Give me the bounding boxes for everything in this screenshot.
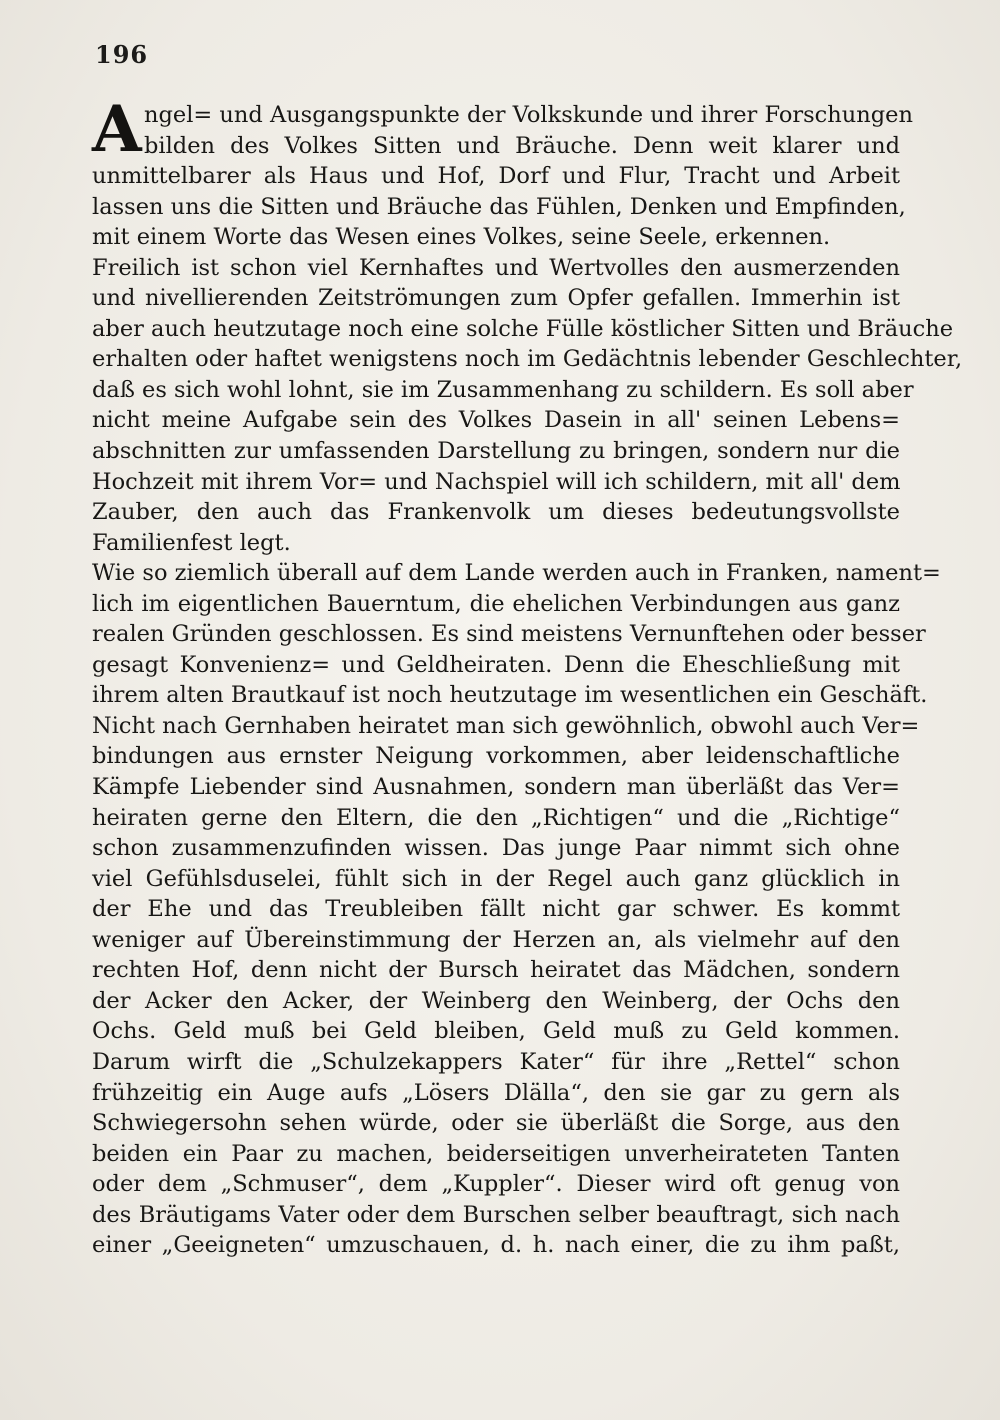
text-line: Wie so ziemlich überall auf dem Lande werden auch in Franken, nament= <box>92 560 941 587</box>
paragraph-1 <box>92 92 913 253</box>
text-line: lassen uns die Sitten und Bräuche das Fühlen, Denken und Empfinden, <box>92 193 906 220</box>
text-line: unmittelbarer als Haus und Hof, Dorf und Flur, Tracht und Arbeit <box>92 163 900 190</box>
text-line: Kämpfe Liebender sind Ausnahmen, sondern man überläßt das Ver= <box>92 774 900 801</box>
page-number: 196 <box>95 40 149 69</box>
text-line: viel Gefühlsduselei, fühlt sich in der Regel auch ganz glücklich in <box>92 865 900 892</box>
text-line: frühzeitig ein Auge aufs „Lösers Dlälla“, den sie gar zu gern als <box>92 1079 900 1106</box>
text-line: realen Gründen geschlossen. Es sind meistens Vernunftehen oder besser <box>92 621 926 648</box>
text-line: der Ehe und das Treubleiben fällt nicht gar schwer. Es kommt <box>92 896 900 923</box>
text-line: rechten Hof, denn nicht der Bursch heiratet das Mädchen, sondern <box>92 957 900 984</box>
text-line: Freilich ist schon viel Kernhaftes und Wertvolles den ausmerzenden <box>92 254 900 281</box>
text-line: ngel= und Ausgangspunkte der Volkskunde und ihrer Forschungen <box>144 102 913 128</box>
text-line: Nicht nach Gernhaben heiratet man sich gewöhnlich, obwohl auch Ver= <box>92 712 920 739</box>
text-line: Schwiegersohn sehen würde, oder sie überläßt die Sorge, aus den <box>92 1110 900 1137</box>
text-line: beiden ein Paar zu machen, beiderseitigen unverheirateten Tanten <box>92 1140 900 1167</box>
text-line: bilden des Volkes Sitten und Bräuche. Denn weit klarer und <box>144 132 900 159</box>
text-line: weniger auf Übereinstimmung der Herzen an, als vielmehr auf den <box>92 926 900 953</box>
text-line: aber auch heutzutage noch eine solche Fülle köstlicher Sitten und Bräuche <box>92 315 954 342</box>
text-line: Ochs. Geld muß bei Geld bleiben, Geld muß zu Geld kommen. <box>92 1018 900 1045</box>
text-line: einer „Geeigneten“ umzuschauen, d. h. nach einer, die zu ihm paßt, <box>92 1232 900 1259</box>
text-line: ihrem alten Brautkauf ist noch heutzutage im wesentlichen ein Geschäft. <box>92 682 928 709</box>
body-text <box>92 92 963 1261</box>
text-line: heiraten gerne den Eltern, die den „Richtigen“ und die „Richtige“ <box>92 804 900 831</box>
text-line: der Acker den Acker, der Weinberg den Weinberg, der Ochs den <box>92 987 900 1014</box>
drop-cap: A <box>92 92 142 167</box>
text-line: bindungen aus ernster Neigung vorkommen, aber leidenschaftliche <box>92 743 900 770</box>
text-line: daß es sich wohl lohnt, sie im Zusammenhang zu schildern. Es soll aber <box>92 376 914 403</box>
text-line: oder dem „Schmuser“, dem „Kuppler“. Dieser wird oft genug von <box>92 1171 900 1198</box>
paragraph-2 <box>92 253 963 558</box>
text-line: des Bräutigams Vater oder dem Burschen selber beauftragt, sich nach <box>92 1201 900 1228</box>
text-line: gesagt Konvenienz= und Geldheiraten. Denn die Eheschließung mit <box>92 651 900 678</box>
text-line: Zauber, den auch das Frankenvolk um dieses bedeutungsvollste <box>92 499 900 526</box>
text-line: und nivellierenden Zeitströmungen zum Opfer gefallen. Immerhin ist <box>92 285 900 312</box>
text-line: mit einem Worte das Wesen eines Volkes, seine Seele, erkennen. <box>92 224 831 251</box>
text-line: Darum wirft die „Schulzekappers Kater“ für ihre „Rettel“ schon <box>92 1048 900 1075</box>
text-line: Hochzeit mit ihrem Vor= und Nachspiel will ich schildern, mit all' dem <box>92 468 901 495</box>
text-line: erhalten oder haftet wenigstens noch im Gedächtnis lebender Geschlechter, <box>92 346 963 373</box>
paragraph-3 <box>92 558 941 1261</box>
text-line: abschnitten zur umfassenden Darstellung zu bringen, sondern nur die <box>92 438 900 465</box>
text-line: lich im eigentlichen Bauerntum, die ehelichen Verbindungen aus ganz <box>92 590 900 617</box>
text-line: schon zusammenzufinden wissen. Das junge Paar nimmt sich ohne <box>92 835 900 862</box>
text-line: Familienfest legt. <box>92 529 291 556</box>
text-line: nicht meine Aufgabe sein des Volkes Dasein in all' seinen Lebens= <box>92 407 900 434</box>
